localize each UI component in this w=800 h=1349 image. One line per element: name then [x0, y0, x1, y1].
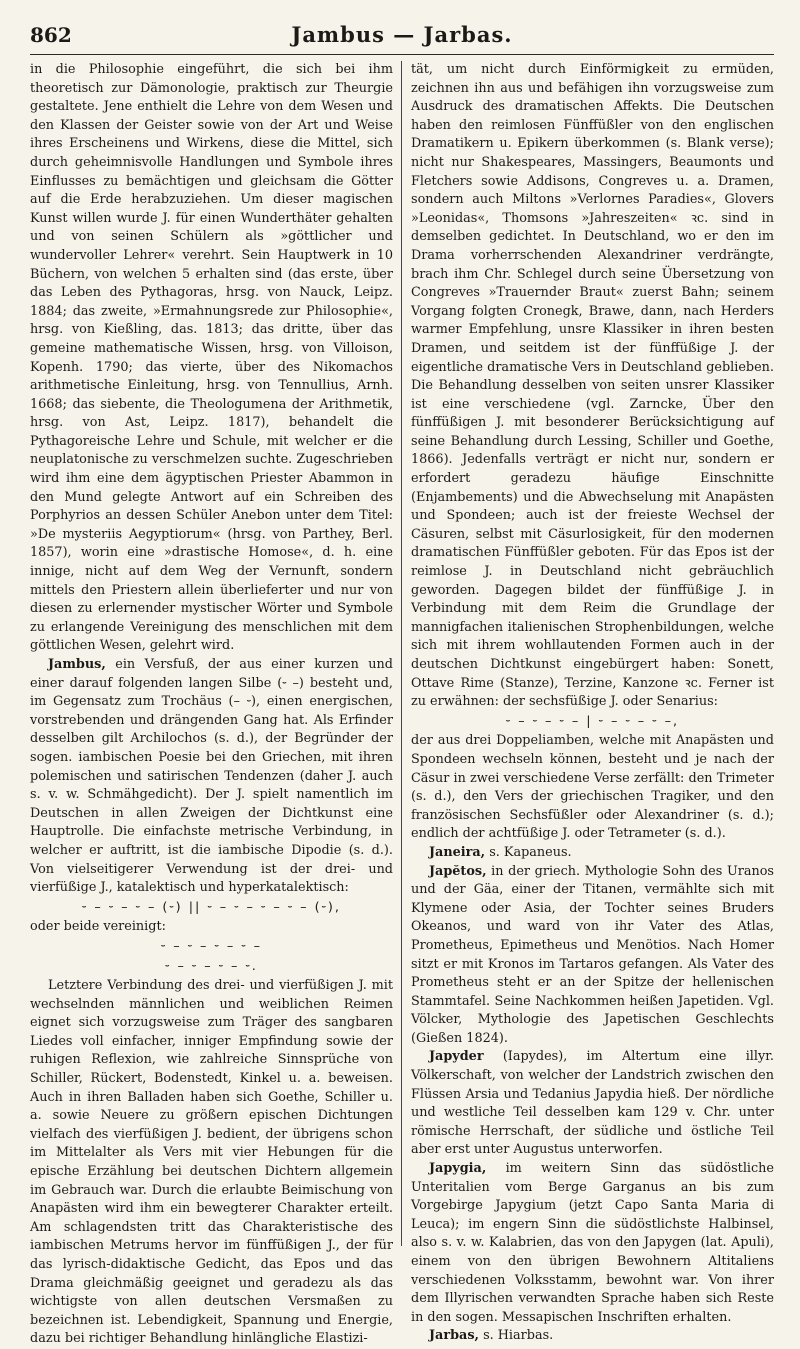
page-header [30, 22, 774, 55]
meter-line: ⏑ – ⏑ – ⏑ – (⏑) || ⏑ – ⏑ – ⏑ – ⏑ – (⏑), [82, 899, 341, 915]
entry-japygia [411, 1160, 774, 1327]
entry-jambus [30, 656, 393, 898]
column-divider [401, 61, 402, 1246]
entry-text-jambus: ein Versfuß, der aus einer kurzen und einer darauf folgenden langen Silbe (⏑ –) besteht und, im Gegensatz zum Trochäus (– ⏑), einen energischen, vorstrebenden und drängenden Gang hat. Als Erfinder desselben gilt Archilochos (s. d.), der Begründer der sogen. iambischen Poesie bei den Griechen, mit ihren polemischen und satirischen Tendenzen (daher J. auch s. v. w. Schmähgedicht). Der J. spielt namentlich im Deutschen in allen Zweigen der Dichtkunst eine Hauptrolle. Die einfachste metrische Verbindung, in welcher er auftritt, ist die iambische Dipodie (s. d.). Von vielseitigerer Verwendung ist der drei- und vierfüßige J., katalektisch und hyperkatalektisch: [30, 657, 393, 896]
text-columns [30, 61, 774, 1347]
dictionary-page [30, 22, 774, 1347]
entry-jarbas [411, 1327, 774, 1346]
entry-text-japygia: im weitern Sinn das südöstliche Unteritalien vom Berge Garganus an bis zum Vorgebirge Japygium (jetzt Capo Santa Maria di Leuca); im engern Sinn die südöstlichste Halbinsel, also s. v. w. Kalabrien, das von den Japygen (lat. Apuli), einem von den übrigen Bewohnern Altitaliens verschiedenen Volksstamm, bewohnt war. Von ihrer dem Illyrischen verwandten Sprache haben sich Reste in den sogen. Messapischen Inschriften erhalten. [411, 1161, 774, 1325]
entry-head-jarbas: Jarbas, [429, 1328, 479, 1344]
meter-line: ⏑ – ⏑ – ⏑ – ⏑. [165, 958, 258, 974]
entry-head-janeira: Janeira, [429, 844, 486, 860]
meter-intro: oder beide vereinigt: [30, 919, 166, 935]
entry-japyder [411, 1048, 774, 1160]
paragraph: der aus drei Doppeliamben, welche mit Anapästen und Spondeen wechseln können, besteht und je nach der Cäsur in zwei verschiedene Verse zerfällt: den Trimeter (s. d.), den Vers der griechischen Tragiker, und den französischen Sechsfüßler oder Alexandriner (s. d.); endlich der achtfüßige J. oder Tetrameter (s. d.). [411, 733, 774, 842]
entry-head-japetos: Japĕtos, [429, 863, 487, 879]
meter-line: ⏑ – ⏑ – ⏑ – | ⏑ – ⏑ – ⏑ –, [505, 713, 680, 729]
entry-text-japetos: in der griech. Mythologie Sohn des Uranos und der Gäa, einer der Titanen, vermählte sich mit Klymene oder Asia, der Tochter seines Bruders Okeanos, und ward von ihr Vater des Atlas, Prometheus, Epimetheus und Menötios. Nach Homer sitzt er mit Kronos im Tartaros gefangen. Als Vater des Prometheus steht er an der Spitze der hellenischen Stammtafel. Seine Nachkommen heißen Japetiden. Vgl. Völcker, Mythologie des Japetischen Geschlechts (Gießen 1824). [411, 863, 774, 1046]
entry-text-jarbas: s. Hiarbas. [479, 1328, 554, 1344]
entry-text-janeira: s. Kapaneus. [485, 844, 572, 860]
left-column [30, 61, 402, 1347]
meter-line: ⏑ – ⏑ – ⏑ – ⏑ – [160, 938, 263, 954]
paragraph: Letztere Verbindung des drei- und vierfüßigen J. mit wechselnden männlichen und weiblichen Reimen eignet sich vorzugsweise zum Träger des sangbaren Liedes voll einfacher, inniger Empfindung sowie der ruhigen Reflexion, wie zahlreiche Sinnsprüche von Schiller, Rückert, Bodenstedt, Kinkel u. a. beweisen. Auch in ihren Balladen haben sich Goethe, Schiller u. a. sowie Neuere zu größern epischen Dichtungen vielfach des vierfüßigen J. bedient, der übrigens schon im Mittelalter als Vers mit vier Hebungen für die epische Erzählung bei deutschen Dichtern allgemein im Gebrauch war. Durch die erlaubte Beimischung von Anapästen wird ihm ein bewegterer Charakter erteilt. Am schlagendsten tritt das Charakteristische des iambischen Metrums hervor im fünffüßigen J., der für das lyrisch-didaktische Gedicht, das Epos und das Drama gleichmäßig geeignet und geradezu als das wichtigste von allen deutschen Versmaßen zu bezeichnen ist. Lebendigkeit, Spannung und Energie, dazu bei richtiger Behandlung hinlängliche Elastizi- [30, 978, 393, 1347]
entry-head-japyder: Japyder [429, 1049, 484, 1065]
entry-janeira [411, 844, 774, 863]
right-column [402, 61, 774, 1344]
entry-continuation: in die Philosophie eingeführt, die sich bei ihm theoretisch zur Dämonologie, praktisch zur Theurgie gestaltete. Jene enthielt die Lehre von dem Wesen und den Klassen der Geister sowie von der Art und Weise ihres Erscheinens und Wirkens, diese die Mittel, sich durch geheimnisvolle Handlungen und Symbole ihres Einflusses zu bemächtigen und gleichsam die Götter auf die Erde herabzuziehen. Um dieser magischen Kunst willen wurde J. für einen Wunderthäter gehalten und von seinen Schülern als »göttlicher und wundervoller Lehrer« verehrt. Sein Hauptwerk in 10 Büchern, von welchen 5 erhalten sind (das erste, über das Leben des Pythagoras, hrsg. von Nauck, Leipz. 1884; das zweite, »Ermahnungsrede zur Philosophie«, hrsg. von Kießling, das. 1813; das dritte, über das gemeine mathematische Wissen, hrsg. von Villoison, Kopenh. 1790; das vierte, über des Nikomachos arithmetische Einleitung, hrsg. von Tennullius, Arnh. 1668; das siebente, die Theologumena der Arithmetik, hrsg. von Ast, Leipz. 1817), behandelt die Pythagoreische Lehre und Schule, mit welcher er die neuplatonische zu verschmelzen suchte. Zugeschrieben wird ihm eine dem ägyptischen Priester Abammon in den Mund gelegte Antwort auf ein Schreiben des Porphyrios an dessen Schüler Anebon unter dem Titel: »De mysteriis Aegyptiorum« (hrsg. von Parthey, Berl. 1857), worin eine »drastische Homose«, d. h. eine innige, nicht auf dem Weg der Vernunft, sondern mittels den Priestern allein überlieferter und nur von diesen zu erlernender mystischer Wörter und Symbole zu erlangende Vereinigung des menschlichen mit dem göttlichen Wesen, gelehrt wird. [30, 62, 393, 654]
entry-text-japyder: (Iapydes), im Altertum eine illyr. Völkerschaft, von welcher der Landstrich zwischen den Flüssen Arsia und Tedanius Japydia hieß. Der nördliche und westliche Teil desselben kam 129 v. Chr. unter römische Herrschaft, der südliche und östliche Teil aber erst unter Augustus unterworfen. [411, 1049, 774, 1158]
entry-head-japygia: Japygia, [429, 1161, 487, 1177]
paragraph: tät, um nicht durch Einförmigkeit zu ermüden, zeichnen ihn aus und befähigen ihn vorzugsweise zum Ausdruck des dramatischen Affekts. Die Deutschen haben den reimlosen Fünffüßler von den englischen Dramatikern u. Epikern überkommen (s. Blank verse); nicht nur Shakespeares, Massingers, Beaumonts und Fletchers sowie Addisons, Congreves u. a. Dramen, sondern auch Miltons »Verlornes Paradies«, Glovers »Leonidas«, Thomsons »Jahreszeiten« ꝛc. sind in demselben gedichtet. In Deutschland, wo er den im Drama vorherrschenden Alexandriner verdrängte, brach ihm Chr. Schlegel durch seine Übersetzung von Congreves »Trauernder Braut« zuerst Bahn; seinem Vorgang folgten Cronegk, Brawe, dann, nach Herders warmer Empfehlung, unsre Klassiker in ihren besten Dramen, und seitdem ist der fünffüßige J. der eigentliche dramatische Vers in Deutschland geblieben. Die Behandlung desselben von seiten unsrer Klassiker ist eine verschiedene (vgl. Zarncke, Über den fünffüßigen J. mit besonderer Berücksichtigung auf seine Behandlung durch Lessing, Schiller und Goethe, 1866). Jedenfalls verträgt er nicht nur, sondern er erfordert geradezu häufige Einschnitte (Enjambements) und die Abwechselung mit Anapästen und Spondeen; auch ist der freieste Wechsel der Cäsuren, selbst mit Cäsurlosigkeit, für den modernen dramatischen Fünffüßler geboten. Für das Epos ist der reimlose J. in Deutschland nicht gebräuchlich geworden. Dagegen bildet der fünffüßige J. in Verbindung mit dem Reim die Grundlage der mannigfachen italienischen Strophenbildungen, welche sich mit ihrem wohllautenden Formen auch in der deutschen Dichtkunst eingebürgert haben: Sonett, Ottave Rime (Stanze), Terzine, Kanzone ꝛc. Ferner ist zu erwähnen: der sechsfüßige J. oder Senarius: [411, 62, 774, 710]
entry-japetos [411, 863, 774, 1049]
page-number: 862 [30, 23, 72, 47]
running-head: Jambus — Jarbas. [291, 22, 513, 47]
entry-head-jambus: Jambus, [48, 657, 106, 672]
